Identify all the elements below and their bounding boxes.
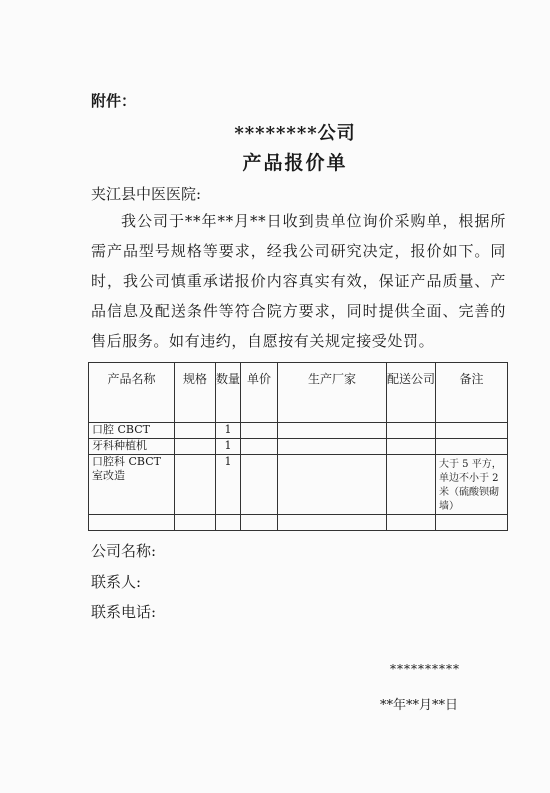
document-title: 产品报价单	[242, 152, 348, 174]
company-title: ********公司	[234, 123, 356, 144]
table-row-empty	[89, 515, 508, 531]
cell-price	[241, 455, 278, 515]
cell-maker	[278, 455, 387, 515]
contact-person-label: 联系人:	[91, 573, 142, 591]
column-header-spec: 规格	[175, 363, 216, 423]
cell-name: 口腔科 CBCT 室改造	[89, 455, 175, 515]
column-header-qty: 数量	[216, 363, 241, 423]
cell-name: 牙科种植机	[89, 439, 175, 455]
column-header-price: 单价	[241, 363, 278, 423]
cell-price	[241, 423, 278, 439]
attachment-label: 附件：	[91, 92, 137, 110]
table-row	[89, 455, 508, 515]
cell-maker	[278, 439, 387, 455]
contact-phone-label: 联系电话:	[91, 603, 157, 621]
cell-qty: 1	[216, 439, 241, 455]
cell-note: 大于 5 平方，单边不小于 2 米（硫酸钡砌墙）	[436, 455, 508, 515]
cell-spec	[175, 423, 216, 439]
company-name-label: 公司名称:	[91, 542, 157, 560]
recipient-line: 夹江县中医医院:	[91, 185, 202, 203]
cell-note	[436, 423, 508, 439]
cell-spec	[175, 439, 216, 455]
cell-qty: 1	[216, 455, 241, 515]
cell-name: 口腔 CBCT	[89, 423, 175, 439]
cell-maker	[278, 423, 387, 439]
cell-delivery	[387, 439, 436, 455]
table-row	[89, 423, 508, 439]
cell-spec	[175, 455, 216, 515]
table-header-row	[89, 363, 508, 423]
cell-price	[241, 439, 278, 455]
column-header-note: 备注	[436, 363, 508, 423]
cell-delivery	[387, 423, 436, 439]
cell-note	[436, 439, 508, 455]
table-row	[89, 439, 508, 455]
signature-company: **********	[390, 662, 460, 676]
signature-date: **年**月**日	[380, 698, 459, 713]
column-header-delivery: 配送公司	[387, 363, 436, 423]
column-header-maker: 生产厂家	[278, 363, 387, 423]
column-header-name: 产品名称	[89, 363, 175, 423]
cell-delivery	[387, 455, 436, 515]
body-paragraph: 我公司于**年**月**日收到贵单位询价采购单，根据所需产品型号规格等要求，经我公司研究决定，报价如下。同时，我公司慎重承诺报价内容真实有效，保证产品质量、产品信息及配送条件等符合院方要求，同时提供全面、完善的售后服务。如有违约，自愿按有关规定接受处罚。	[91, 212, 506, 350]
cell-qty: 1	[216, 423, 241, 439]
quote-table	[88, 362, 508, 531]
